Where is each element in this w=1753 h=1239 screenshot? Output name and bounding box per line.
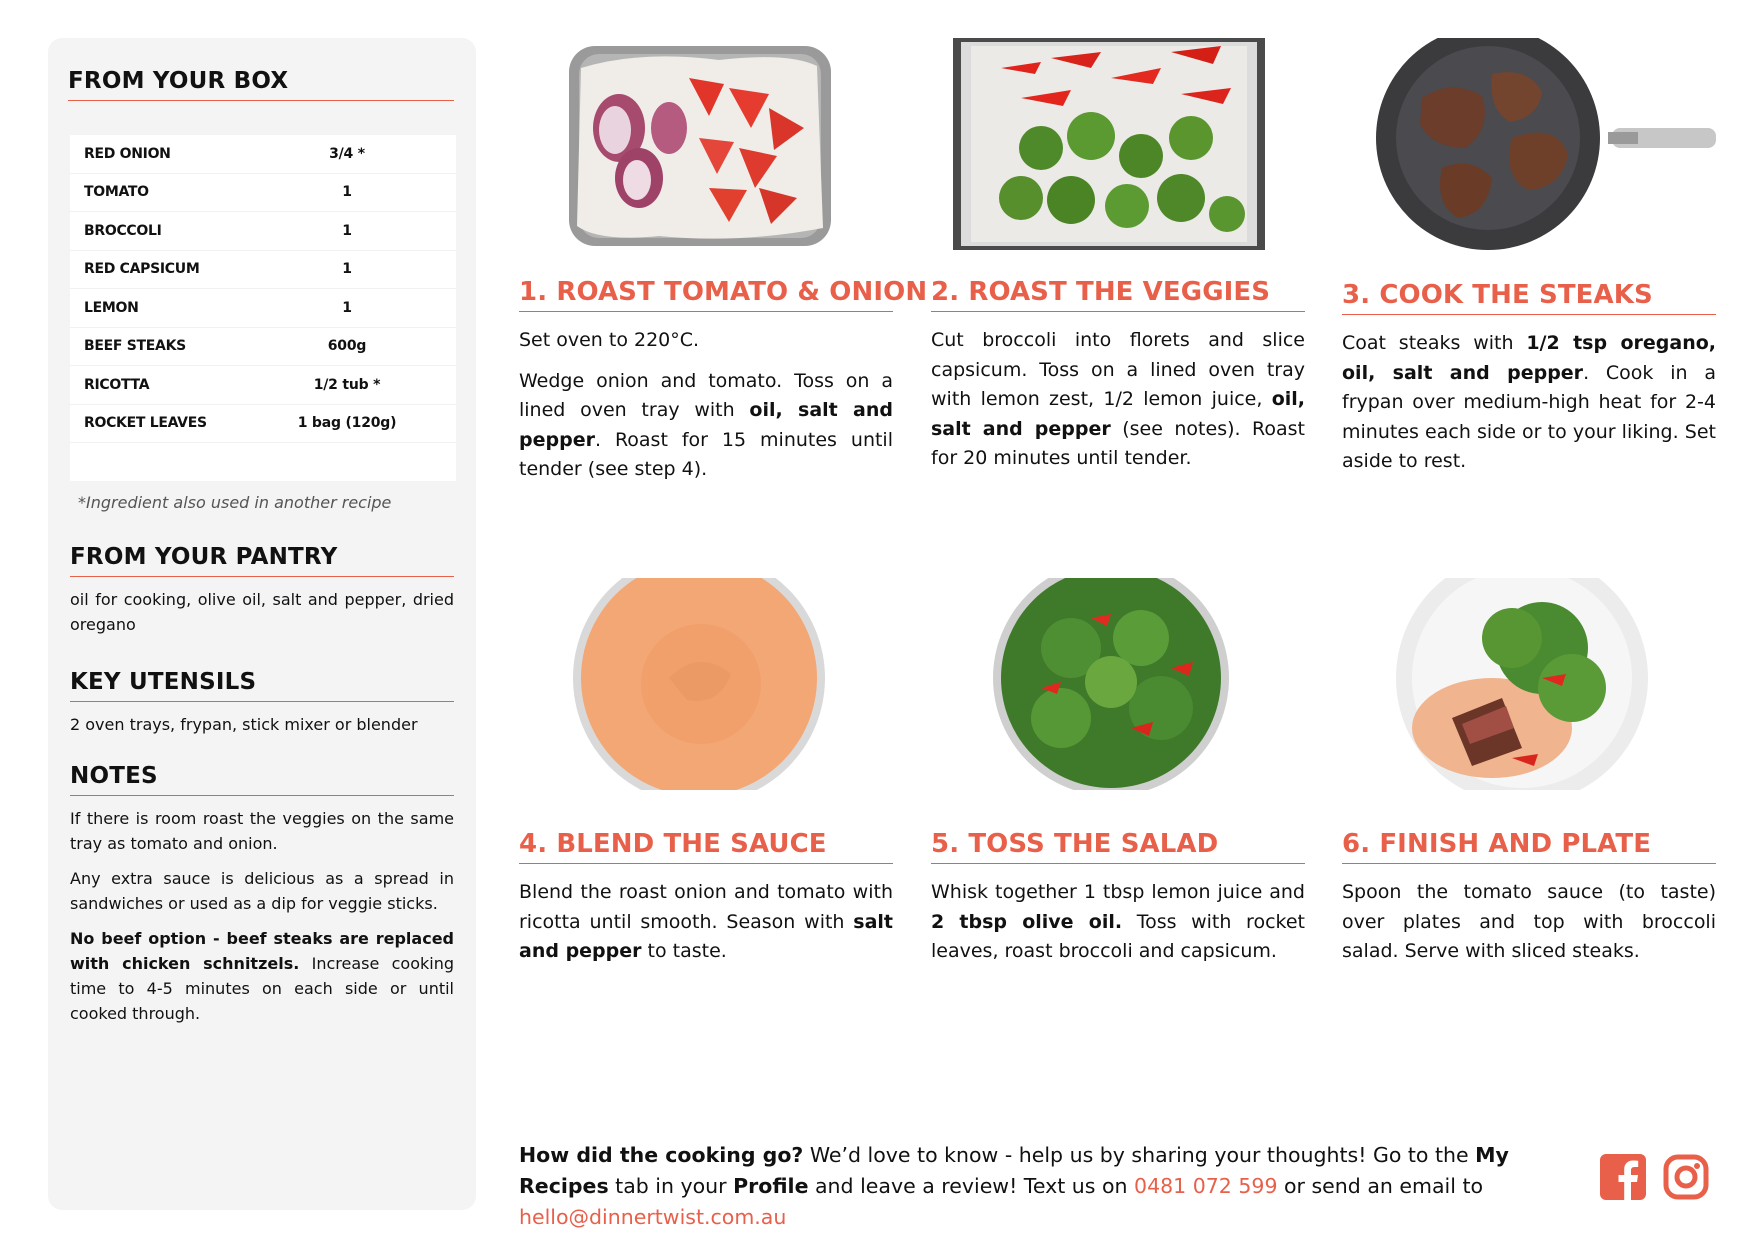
step-5: [931, 578, 1305, 967]
pantry-text: oil for cooking, olive oil, salt and pepper, dried oregano: [70, 590, 454, 634]
step-6-paragraph: Spoon the tomato sauce (to taste) over plates and top with broccoli salad. Serve with sliced steaks.: [1342, 881, 1716, 962]
my-recipes-label: My Recipes: [519, 1143, 1509, 1198]
email-link[interactable]: hello@dinnertwist.com.au: [519, 1205, 787, 1229]
step-1-paragraph-1: Set oven to 220°C.: [519, 329, 700, 351]
step-4-paragraph: [519, 878, 893, 967]
facebook-icon[interactable]: [1600, 1154, 1646, 1200]
step-2-text-part: (see notes). Roast for 20 minutes until tender.: [931, 417, 1305, 469]
note-3: [70, 926, 454, 1026]
step-6: [1342, 578, 1716, 967]
step-1-text-part: . Roast for 15 minutes until tender (see step 4).: [519, 428, 893, 480]
step-3: [1342, 38, 1716, 477]
utensils-section: [70, 669, 454, 737]
ingredient-qty: 1: [342, 261, 352, 278]
profile-label: Profile: [733, 1174, 809, 1198]
instagram-icon[interactable]: [1663, 1154, 1709, 1200]
ingredient-name: RED ONION: [84, 145, 171, 162]
step-1-paragraph-2: [519, 367, 893, 485]
step-4-title: 4. BLEND THE SAUCE: [519, 829, 893, 864]
ingredient-row: [70, 366, 456, 405]
feedback-footer: [519, 1140, 1579, 1233]
step-2: [931, 38, 1305, 474]
ingredient-footnote: *Ingredient also used in another recipe: [78, 493, 392, 512]
step-3-bold: 1/2 tsp oregano, oil, salt and pepper: [1342, 332, 1716, 384]
ingredient-row-empty: [70, 443, 456, 481]
ingredient-name: BEEF STEAKS: [84, 338, 186, 355]
step-3-title: 3. COOK THE STEAKS: [1342, 280, 1716, 315]
pantry-heading: FROM YOUR PANTRY: [70, 544, 454, 577]
step-3-paragraph: [1342, 329, 1716, 477]
step-6-title: 6. FINISH AND PLATE: [1342, 829, 1716, 864]
step-1-title: 1. ROAST TOMATO & ONION: [519, 277, 893, 312]
ingredient-name: RED CAPSICUM: [84, 261, 200, 278]
ingredient-name: LEMON: [84, 299, 139, 316]
ingredient-qty: 1 bag (120g): [297, 415, 397, 432]
phone-number[interactable]: 0481 072 599: [1134, 1174, 1278, 1198]
ingredient-qty: 1: [342, 222, 352, 239]
ingredient-row: [70, 251, 456, 290]
notes-section: [70, 763, 454, 1026]
footer-text: or send an email to: [1277, 1174, 1484, 1198]
note-2: Any extra sauce is delicious as a spread in sandwiches or used as a dip for veggie sticks.: [70, 869, 454, 913]
sauce-bowl-image: [519, 578, 893, 790]
tray-tomato-onion-image: [519, 38, 893, 250]
step-4-text-part: Blend the roast onion and tomato with ricotta until smooth. Season with: [519, 881, 893, 933]
step-5-paragraph: [931, 878, 1305, 967]
step-3-text-part: Coat steaks with: [1342, 332, 1527, 354]
step-5-text-part: Toss with rocket leaves, roast broccoli and capsicum.: [931, 910, 1305, 962]
ingredient-row: [70, 212, 456, 251]
ingredient-qty: 1: [342, 299, 352, 316]
step-5-text: [931, 878, 1305, 967]
utensils-text: 2 oven trays, frypan, stick mixer or blender: [70, 715, 418, 734]
step-4-bold: salt and pepper: [519, 910, 893, 962]
ingredient-row: [70, 289, 456, 328]
step-2-title: 2. ROAST THE VEGGIES: [931, 277, 1305, 312]
ingredient-qty: 600g: [327, 338, 367, 355]
footer-question: How did the cooking go?: [519, 1143, 804, 1167]
ingredient-name: TOMATO: [84, 184, 149, 201]
utensils-heading: KEY UTENSILS: [70, 669, 454, 702]
step-2-text-part: Cut broccoli into florets and slice capsicum. Toss on a lined oven tray with lemon zest, 1/2 lemon juice,: [931, 329, 1305, 410]
ingredient-row: [70, 405, 456, 444]
plated-dish-image: [1342, 578, 1716, 790]
ingredient-qty: 3/4 *: [329, 145, 365, 162]
note-3-text: Increase cooking time to 4-5 minutes on each side or until cooked through.: [70, 954, 454, 1023]
from-your-box-heading: FROM YOUR BOX: [68, 68, 454, 101]
sidebar-panel: [48, 38, 476, 1210]
step-4: [519, 578, 893, 967]
step-3-text: [1342, 329, 1716, 477]
footer-text: and leave a review! Text us on: [808, 1174, 1135, 1198]
step-5-text-part: Whisk together 1 tbsp lemon juice and: [931, 881, 1305, 903]
notes-heading: NOTES: [70, 763, 454, 796]
ingredient-qty: 1/2 tub *: [313, 376, 381, 393]
ingredient-name: RICOTTA: [84, 376, 150, 393]
pantry-section: [70, 544, 454, 637]
ingredient-row: [70, 135, 456, 174]
step-4-text: [519, 878, 893, 967]
step-1-text: [519, 326, 893, 485]
frypan-steaks-image: [1342, 38, 1716, 250]
step-1-bold: oil, salt and pepper: [519, 399, 893, 451]
step-2-paragraph: [931, 326, 1305, 474]
step-3-text-part: . Cook in a frypan over medium-high heat for 2-4 minutes each side or to your liking. Set aside to rest.: [1342, 361, 1716, 472]
ingredient-name: BROCCOLI: [84, 222, 162, 239]
step-2-bold: oil, salt and pepper: [931, 388, 1305, 440]
step-1: [519, 38, 928, 485]
ingredients-table: [70, 135, 456, 481]
ingredient-qty: 1: [342, 184, 352, 201]
step-5-title: 5. TOSS THE SALAD: [931, 829, 1305, 864]
step-2-text: [931, 326, 1305, 474]
step-1-text-part: Wedge onion and tomato. Toss on a lined oven tray with: [519, 369, 893, 421]
step-5-bold: 2 tbsp olive oil.: [931, 910, 1123, 933]
note-3-bold: No beef option - beef steaks are replaced with chicken schnitzels.: [70, 929, 454, 973]
footer-text: tab in your: [608, 1174, 734, 1198]
footer-text: We’d love to know - help us by sharing your thoughts! Go to the: [803, 1143, 1476, 1167]
tray-broccoli-capsicum-image: [931, 38, 1305, 250]
note-1: If there is room roast the veggies on the same tray as tomato and onion.: [70, 809, 454, 853]
ingredient-row: [70, 174, 456, 213]
ingredient-name: ROCKET LEAVES: [84, 415, 207, 432]
salad-bowl-image: [931, 578, 1305, 790]
step-6-text: [1342, 878, 1716, 967]
ingredient-row: [70, 328, 456, 367]
step-4-text-part: to taste.: [641, 940, 727, 962]
